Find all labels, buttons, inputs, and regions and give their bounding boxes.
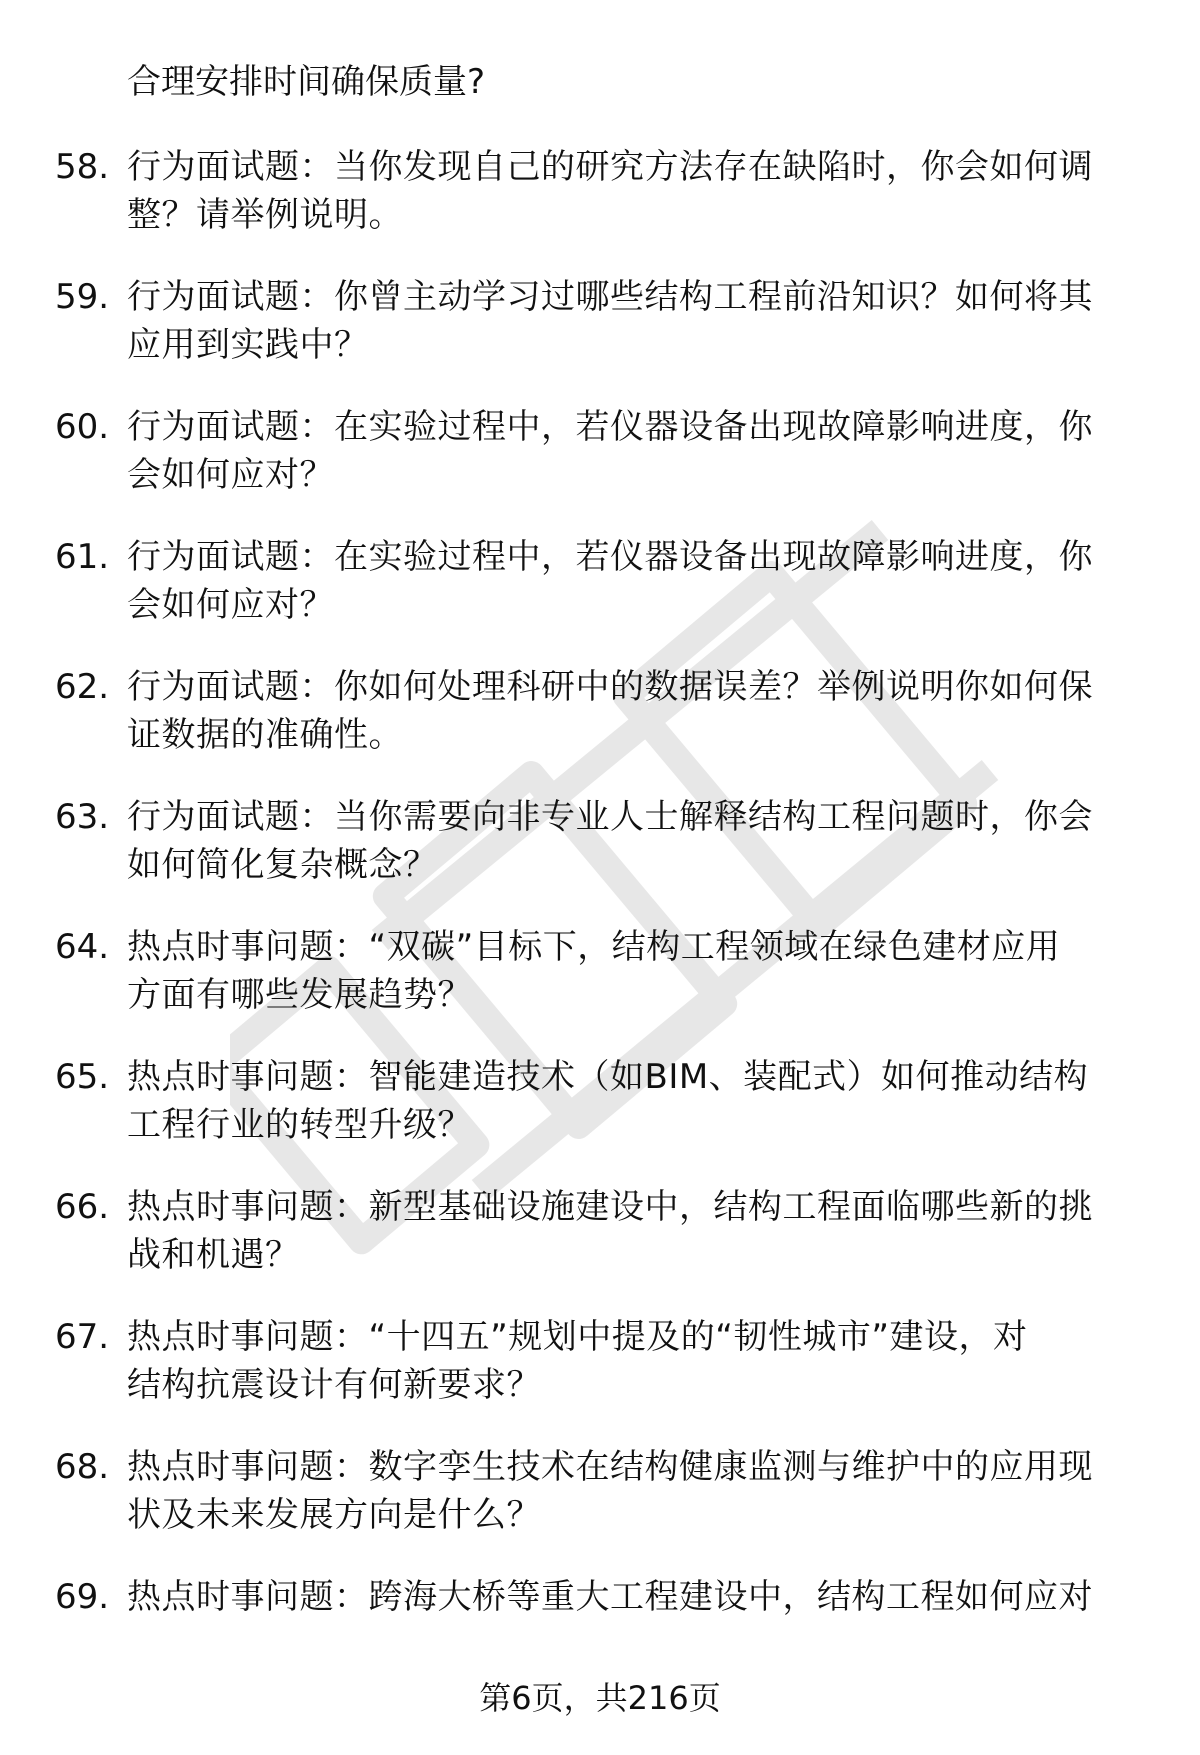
question-text: 行为面试题：在实验过程中，若仪器设备出现故障影响进度，你 会如何应对？ [127,407,1093,495]
question-text: 热点时事问题：“双碳”目标下，结构工程领域在绿色建材应用 方面有哪些发展趋势？ [127,927,1061,1015]
question-item [0,923,1200,1053]
question-text: 热点时事问题：“十四五”规划中提及的“韧性城市”建设，对 结构抗震设计有何新要求？ [127,1317,1028,1405]
question-text: 热点时事问题：数字孪生技术在结构健康监测与维护中的应用现 状及未来发展方向是什么？ [127,1447,1093,1535]
question-number: 66. [55,1187,110,1227]
question-number: 63. [55,797,110,837]
question-item [0,793,1200,923]
question-number: 62. [55,667,110,707]
question-text: 行为面试题：当你发现自己的研究方法存在缺陷时，你会如何调 整？请举例说明。 [127,147,1093,235]
question-number: 61. [55,537,110,577]
question-number: 58. [55,147,110,187]
question-text: 行为面试题：你曾主动学习过哪些结构工程前沿知识？如何将其 应用到实践中？ [127,277,1093,365]
question-text: 热点时事问题：智能建造技术（如BIM、装配式）如何推动结构 工程行业的转型升级？ [127,1057,1089,1145]
question-number: 65. [55,1057,110,1097]
question-item [0,273,1200,403]
page-footer: 第6页，共216页 [479,1679,721,1717]
continued-question-line: 合理安排时间确保质量? [127,62,486,102]
question-list [0,143,1200,1703]
question-text: 热点时事问题：跨海大桥等重大工程建设中，结构工程如何应对 [127,1577,1093,1617]
question-text: 行为面试题：在实验过程中，若仪器设备出现故障影响进度，你 会如何应对？ [127,537,1093,625]
question-number: 69. [55,1577,110,1617]
question-text: 行为面试题：当你需要向非专业人士解释结构工程问题时，你会 如何简化复杂概念？ [127,797,1093,885]
question-item [0,143,1200,273]
question-item [0,663,1200,793]
question-text: 热点时事问题：新型基础设施建设中，结构工程面临哪些新的挑 战和机遇？ [127,1187,1093,1275]
question-item [0,1443,1200,1573]
question-item [0,533,1200,663]
question-item [0,403,1200,533]
question-item [0,1313,1200,1443]
question-number: 60. [55,407,110,447]
question-item [0,1183,1200,1313]
question-item [0,1053,1200,1183]
question-number: 67. [55,1317,110,1357]
question-text: 行为面试题：你如何处理科研中的数据误差？举例说明你如何保 证数据的准确性。 [127,667,1093,755]
question-number: 64. [55,927,110,967]
question-number: 68. [55,1447,110,1487]
question-number: 59. [55,277,110,317]
